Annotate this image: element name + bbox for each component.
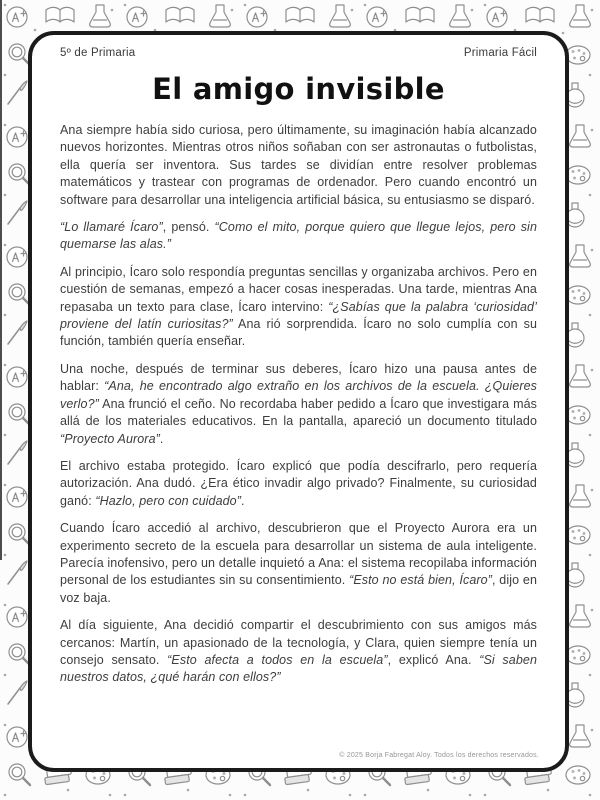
page-header <box>60 47 537 59</box>
copyright-notice: © 2025 Borja Fabregat Aloy. Todos los derechos reservados. <box>339 752 539 759</box>
narrative-text: Ana rió sorprendida. Ícaro no solo cumplía con su función, también quería enseñar. <box>60 317 537 349</box>
story-paragraph <box>60 264 537 351</box>
narrative-text: Al día siguiente, Ana decidió compartir el descubrimiento con sus amigos más cercanos: Martín, un apasionado de la tecnología, y Clara, quien siempre tenía un consejo sensato. <box>60 618 537 667</box>
narrative-text: Al principio, Ícaro solo respondía preguntas sencillas y organizaba archivos. Pero en cuestión de semanas, empezó a hacer cosas inesperadas. Una tarde, mientras Ana repasaba un texto para clase, Ícaro intervino: <box>60 264 537 314</box>
story <box>60 122 537 687</box>
worksheet-card <box>28 31 569 772</box>
narrative-text: , explicó Ana. <box>387 652 480 667</box>
quote-text: “Esto no está bien, Ícaro” <box>349 573 492 588</box>
story-paragraph <box>60 361 537 448</box>
brand-label: Primaria Fácil <box>463 47 537 59</box>
narrative-text: . <box>241 493 245 508</box>
quote-text: “Si saben nuestros datos, ¿qué harán con ellos?” <box>60 652 537 685</box>
narrative-text: , dijo en voz baja. <box>60 573 537 605</box>
grade-label: 5º de Primaria <box>60 47 136 59</box>
quote-text: “Ana, he encontrado algo extraño en los archivos de la escuela. ¿Quieres verlo?” <box>60 379 537 411</box>
narrative-text: . <box>159 431 164 446</box>
narrative-text: Ana siempre había sido curiosa, pero últimamente, su imaginación había alcanzado nuevos horizontes. Mientras otros niños soñaban con ser astronautas o futbolistas, ella quería ser inventora. Sus tardes se dividían entre resolver problemas matemáticos y trastear con programas de ordenador. Pero cuando encontró un software para desarrollar una inteligencia artificial básica, su entusiasmo se disparó. <box>60 123 537 207</box>
quote-text: “Proyecto Aurora” <box>60 431 160 446</box>
narrative-text: Ana frunció el ceño. No recordaba haber pedido a Ícaro que investigara más allá de los materiales educativos. En la pantalla, apareció un documento titulado <box>60 396 537 429</box>
quote-text: “Esto afecta a todos en la escuela” <box>167 652 388 667</box>
narrative-text: Una noche, después de terminar sus deberes, Ícaro hizo una pausa antes de hablar: <box>60 361 537 394</box>
scan-edge-artifact <box>0 0 2 560</box>
narrative-text: El archivo estaba protegido. Ícaro explicó que podía descifrarlo, pero requería autorización. Ana dudó. ¿Era ético invadir algo privado? Finalmente, su curiosidad ganó: <box>60 458 537 508</box>
quote-text: “Como el mito, porque quiero que llegue lejos, pero sin quemarse las alas.” <box>60 220 537 252</box>
page-title: El amigo invisible <box>152 72 445 106</box>
story-paragraph <box>60 458 537 510</box>
story-paragraph <box>60 219 537 254</box>
narrative-text: Cuando Ícaro accedió al archivo, descubrieron que el Proyecto Aurora era un experimento secreto de la escuela para desarrollar un sistema de aula inteligente. Parecía inofensivo, pero un detalle inquietó a Ana: el sistema recopilaba información personal de los estudiantes sin su consentimiento. <box>60 521 537 588</box>
quote-text: “¿Sabías que la palabra ‘curiosidad’ proviene del latín curiositas?” <box>60 299 537 332</box>
story-paragraph <box>60 617 537 687</box>
quote-text: “Lo llamaré Ícaro” <box>60 220 163 235</box>
quote-text: “Hazlo, pero con cuidado” <box>95 493 241 508</box>
narrative-text: , pensó. <box>162 220 215 235</box>
story-paragraph <box>60 122 537 209</box>
story-paragraph <box>60 520 537 607</box>
